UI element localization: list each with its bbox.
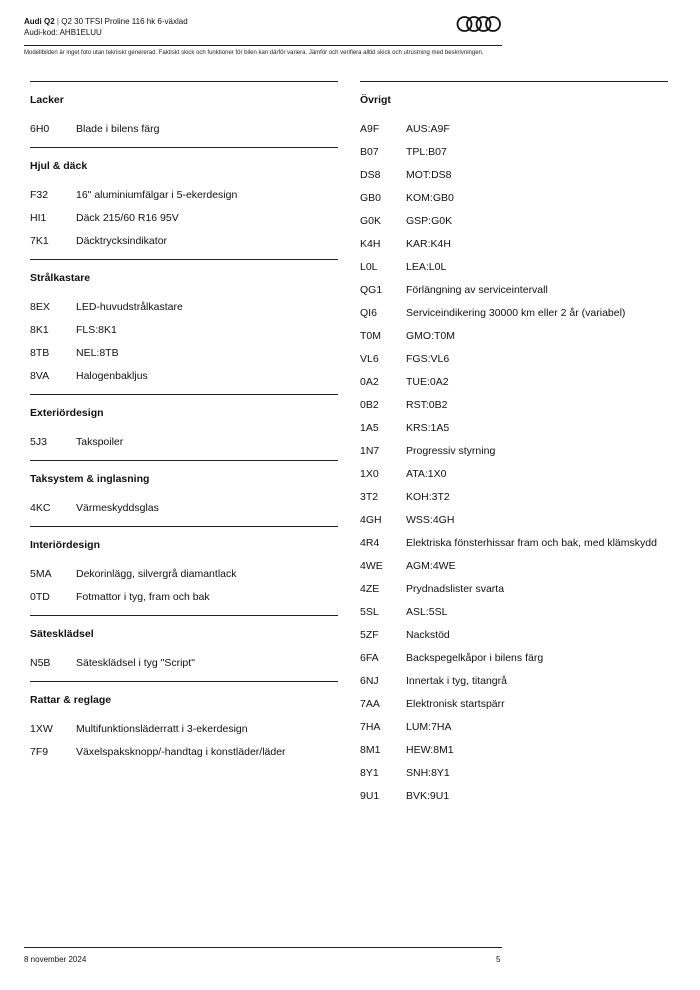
option-description: Prydnadslister svarta [406,583,505,595]
equipment-section [30,460,338,526]
equipment-row [360,624,668,647]
equipment-row [30,741,338,764]
section-title: Exteriördesign [30,407,104,419]
equipment-row [360,302,668,325]
option-code: QG1 [360,284,383,296]
option-description: Förlängning av serviceintervall [406,284,548,296]
equipment-row [360,394,668,417]
option-code: 7K1 [30,235,49,247]
option-code: 1A5 [360,422,379,434]
option-code: 7F9 [30,746,49,758]
equipment-section [30,526,338,615]
equipment-section [30,615,338,681]
option-code: 7AA [360,698,380,710]
option-description: Elektriska fönsterhissar fram och bak, med klämskydd [406,537,657,549]
equipment-section [30,259,338,394]
option-description: KAR:K4H [406,238,451,250]
option-code: 5J3 [30,436,47,448]
equipment-row [360,463,668,486]
option-description: Sätesklädsel i tyg "Script" [76,657,195,669]
equipment-row [30,342,338,365]
option-code: 1XW [30,723,53,735]
equipment-row [360,348,668,371]
option-code: 4R4 [360,537,380,549]
equipment-section [30,394,338,460]
equipment-row [360,210,668,233]
equipment-row [360,601,668,624]
equipment-row [30,118,338,141]
equipment-row [360,440,668,463]
option-code: 4KC [30,502,51,514]
option-code: 0B2 [360,399,379,411]
option-code: VL6 [360,353,379,365]
equipment-row [360,256,668,279]
model-name: Audi Q2 [24,17,55,26]
option-code: HI1 [30,212,47,224]
option-code: 6NJ [360,675,379,687]
equipment-row [30,184,338,207]
section-title: Rattar & reglage [30,694,112,706]
equipment-row [360,532,668,555]
option-description: AGM:4WE [406,560,456,572]
equipment-row [30,431,338,454]
four-rings-icon [456,15,502,33]
equipment-row [30,652,338,675]
option-description: Serviceindikering 30000 km eller 2 år (variabel) [406,307,626,319]
equipment-row [360,762,668,785]
document-title [24,17,188,27]
option-code: 4GH [360,514,382,526]
option-description: GMO:T0M [406,330,455,342]
option-code: QI6 [360,307,377,319]
header-divider [24,45,502,46]
option-description: Takspoiler [76,436,124,448]
equipment-row [360,141,668,164]
option-code: G0K [360,215,382,227]
section-title: Interiördesign [30,539,101,551]
option-description: TUE:0A2 [406,376,449,388]
option-code: 8TB [30,347,50,359]
option-description: Dekorinlägg, silvergrå diamantlack [76,568,237,580]
option-code: 8Y1 [360,767,379,779]
option-description: Elektronisk startspärr [406,698,505,710]
option-description: Innertak i tyg, titangrå [406,675,507,687]
option-code: DS8 [360,169,381,181]
equipment-row [360,279,668,302]
option-code: 5ZF [360,629,379,641]
equipment-row [360,578,668,601]
option-code: 1N7 [360,445,380,457]
option-description: Däck 215/60 R16 95V [76,212,179,224]
option-code: 0TD [30,591,50,603]
option-code: 3T2 [360,491,379,503]
option-description: Nackstöd [406,629,450,641]
equipment-section [30,81,338,147]
section-title: Sätesklädsel [30,628,94,640]
option-description: Växelspaksknopp/-handtag i konstläder/läder [76,746,286,758]
option-description: LED-huvudstrålkastare [76,301,183,313]
option-code: 5MA [30,568,52,580]
option-code: 6FA [360,652,379,664]
option-code: 1X0 [360,468,379,480]
option-code: 0A2 [360,376,379,388]
option-code: GB0 [360,192,382,204]
equipment-row [360,325,668,348]
option-description: LUM:7HA [406,721,452,733]
option-description: Däcktrycksindikator [76,235,168,247]
option-code: F32 [30,189,49,201]
equipment-row [360,118,668,141]
equipment-row [360,509,668,532]
equipment-row [360,187,668,210]
equipment-row [360,785,668,808]
option-code: K4H [360,238,381,250]
option-description: RST:0B2 [406,399,448,411]
footer-divider [24,947,502,948]
section-title: Strålkastare [30,272,91,284]
option-code: 8K1 [30,324,49,336]
variant-name: Q2 30 TFSI Proline 116 hk 6-växlad [61,17,188,26]
option-code: 4WE [360,560,383,572]
option-description: MOT:DS8 [406,169,452,181]
option-code: L0L [360,261,378,273]
equipment-row [360,233,668,256]
equipment-row [30,365,338,388]
option-description: WSS:4GH [406,514,455,526]
footer-date: 8 november 2024 [24,955,87,964]
equipment-row [360,716,668,739]
option-description: KRS:1A5 [406,422,450,434]
equipment-row [30,319,338,342]
option-code: T0M [360,330,381,342]
option-description: NEL:8TB [76,347,119,359]
option-description: Halogenbakljus [76,370,148,382]
section-title: Hjul & däck [30,160,88,172]
section-title: Taksystem & inglasning [30,473,150,485]
option-code: N5B [30,657,51,669]
option-description: KOM:GB0 [406,192,454,204]
option-description: SNH:8Y1 [406,767,450,779]
equipment-row [360,647,668,670]
equipment-row [30,563,338,586]
option-description: Progressiv styrning [406,445,496,457]
option-description: ASL:5SL [406,606,448,618]
section-title-ovrigt: Övrigt [360,94,391,106]
option-code: B07 [360,146,379,158]
equipment-row [360,486,668,509]
right-column [360,81,668,808]
equipment-section [30,681,338,770]
equipment-section [30,147,338,259]
option-code: 8M1 [360,744,381,756]
option-description: Multifunktionsläderratt i 3-ekerdesign [76,723,248,735]
page-number: 5 [496,955,501,964]
option-code: 7HA [360,721,381,733]
option-code: A9F [360,123,380,135]
option-description: KOH:3T2 [406,491,450,503]
equipment-row [360,555,668,578]
equipment-row [30,497,338,520]
option-code: 6H0 [30,123,50,135]
option-code: 5SL [360,606,379,618]
option-description: TPL:B07 [406,146,447,158]
equipment-row [360,739,668,762]
equipment-row [30,296,338,319]
equipment-row [360,417,668,440]
option-code: 9U1 [360,790,380,802]
equipment-row [30,586,338,609]
option-code: 8VA [30,370,50,382]
option-description: Värmeskyddsglas [76,502,159,514]
equipment-row [360,371,668,394]
option-description: AUS:A9F [406,123,450,135]
option-description: HEW:8M1 [406,744,454,756]
equipment-row [30,230,338,253]
option-description: FLS:8K1 [76,324,117,336]
ovrigt-list [360,118,668,808]
section-title: Lacker [30,94,64,106]
option-description: GSP:G0K [406,215,453,227]
option-description: BVK:9U1 [406,790,450,802]
equipment-row [30,207,338,230]
disclaimer-text: Modellbilden är inget foto utan tekniskt genererad. Faktiskt skick och funktioner för bilen kan därför variera. Jämför och verifiera alltid skick och utrustning med beskrivningen. [24,50,484,56]
option-description: FGS:VL6 [406,353,450,365]
option-description: LEA:L0L [406,261,447,273]
option-code: 8EX [30,301,50,313]
left-column [30,81,338,770]
equipment-row [360,670,668,693]
equipment-row [360,693,668,716]
equipment-row [30,718,338,741]
title-separator: | [56,17,59,26]
equipment-row [360,164,668,187]
option-description: 16" aluminiumfälgar i 5-ekerdesign [76,189,238,201]
option-description: Fotmattor i tyg, fram och bak [76,591,210,603]
option-code: 4ZE [360,583,380,595]
option-description: Blade i bilens färg [76,123,160,135]
option-description: ATA:1X0 [406,468,447,480]
audi-code: Audi-kod: AHB1ELUU [24,28,102,37]
option-description: Backspegelkåpor i bilens färg [406,652,544,664]
